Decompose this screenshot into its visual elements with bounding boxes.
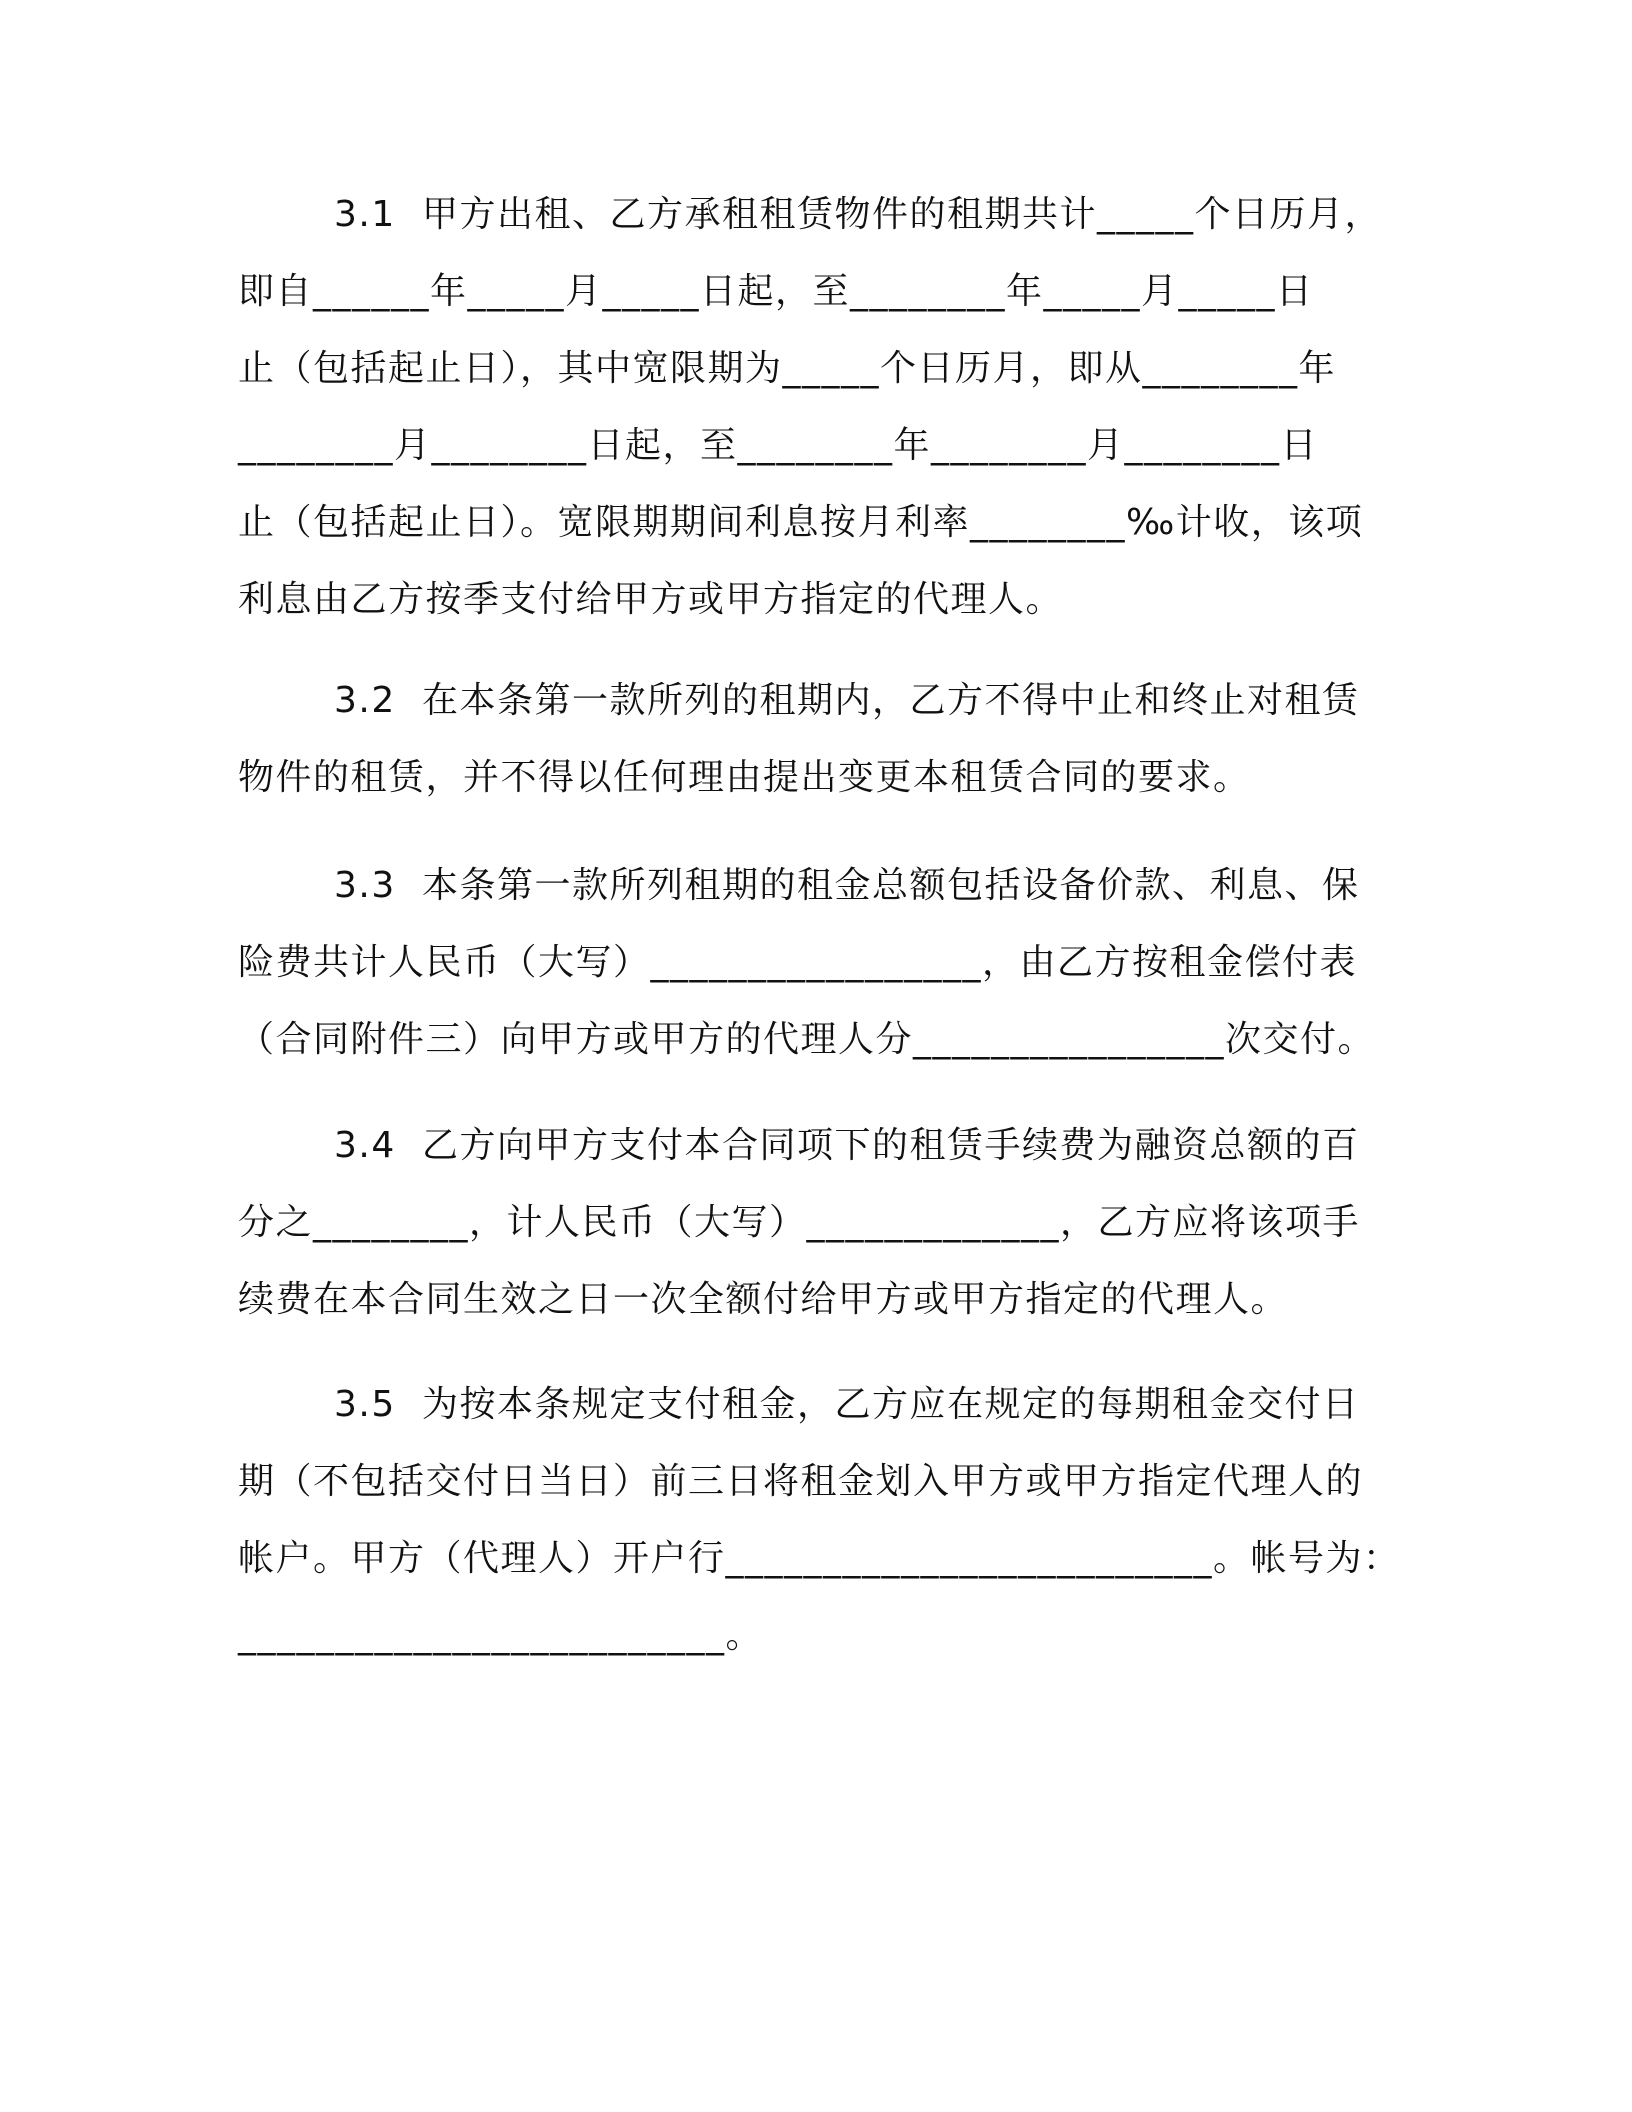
clause-line: 物件的租赁，并不得以任何理由提出变更本租赁合同的要求。 (238, 757, 1251, 798)
clause-line: 续费在本合同生效之日一次全额付给甲方或甲方指定的代理人。 (238, 1279, 1289, 1320)
clause-line: 帐户。甲方（代理人）开户行_________________________。帐号为： (238, 1538, 1401, 1579)
clause-number: 3.5 (334, 1384, 396, 1425)
clause-text: 为按本条规定支付租金，乙方应在规定的每期租金交付日 (422, 1384, 1360, 1425)
clause-text: 甲方出租、乙方承租租赁物件的租期共计_____个日历月， (422, 194, 1383, 235)
clause-first-line (334, 194, 1383, 235)
clause-line: 止（包括起止日）。宽限期期间利息按月利率________‰计收，该项 (238, 502, 1364, 543)
clause-line: （合同附件三）向甲方或甲方的代理人分________________次交付。 (238, 1019, 1376, 1060)
clause-number: 3.4 (334, 1125, 396, 1166)
clause-number: 3.1 (334, 194, 396, 235)
clause-line: 险费共计人民币（大写）_________________，由乙方按租金偿付表 (238, 942, 1358, 983)
clause-text: 乙方向甲方支付本合同项下的租赁手续费为融资总额的百 (422, 1125, 1360, 1166)
clause-number: 3.3 (334, 865, 396, 906)
clause-text: 本条第一款所列租期的租金总额包括设备价款、利息、保 (422, 865, 1360, 906)
clause-first-line (334, 865, 1360, 906)
clause-line: 即自______年_____月_____日起，至________年_____月_____日 (238, 271, 1314, 312)
clause-line: 利息由乙方按季支付给甲方或甲方指定的代理人。 (238, 579, 1064, 620)
clause-first-line (334, 1125, 1360, 1166)
clause-line: 止（包括起止日），其中宽限期为_____个日历月，即从________年 (238, 348, 1337, 389)
clause-text: 在本条第一款所列的租期内，乙方不得中止和终止对租赁 (422, 680, 1360, 721)
clause-number: 3.2 (334, 680, 396, 721)
clause-line: 期（不包括交付日当日）前三日将租金划入甲方或甲方指定代理人的 (238, 1461, 1364, 1502)
clause-line: _________________________。 (238, 1615, 763, 1656)
clause-line: ________月________日起，至________年________月________日 (238, 425, 1318, 466)
clause-first-line (334, 680, 1360, 721)
clause-line: 分之________，计人民币（大写）_____________，乙方应将该项手 (238, 1202, 1361, 1243)
clause-first-line (334, 1384, 1360, 1425)
